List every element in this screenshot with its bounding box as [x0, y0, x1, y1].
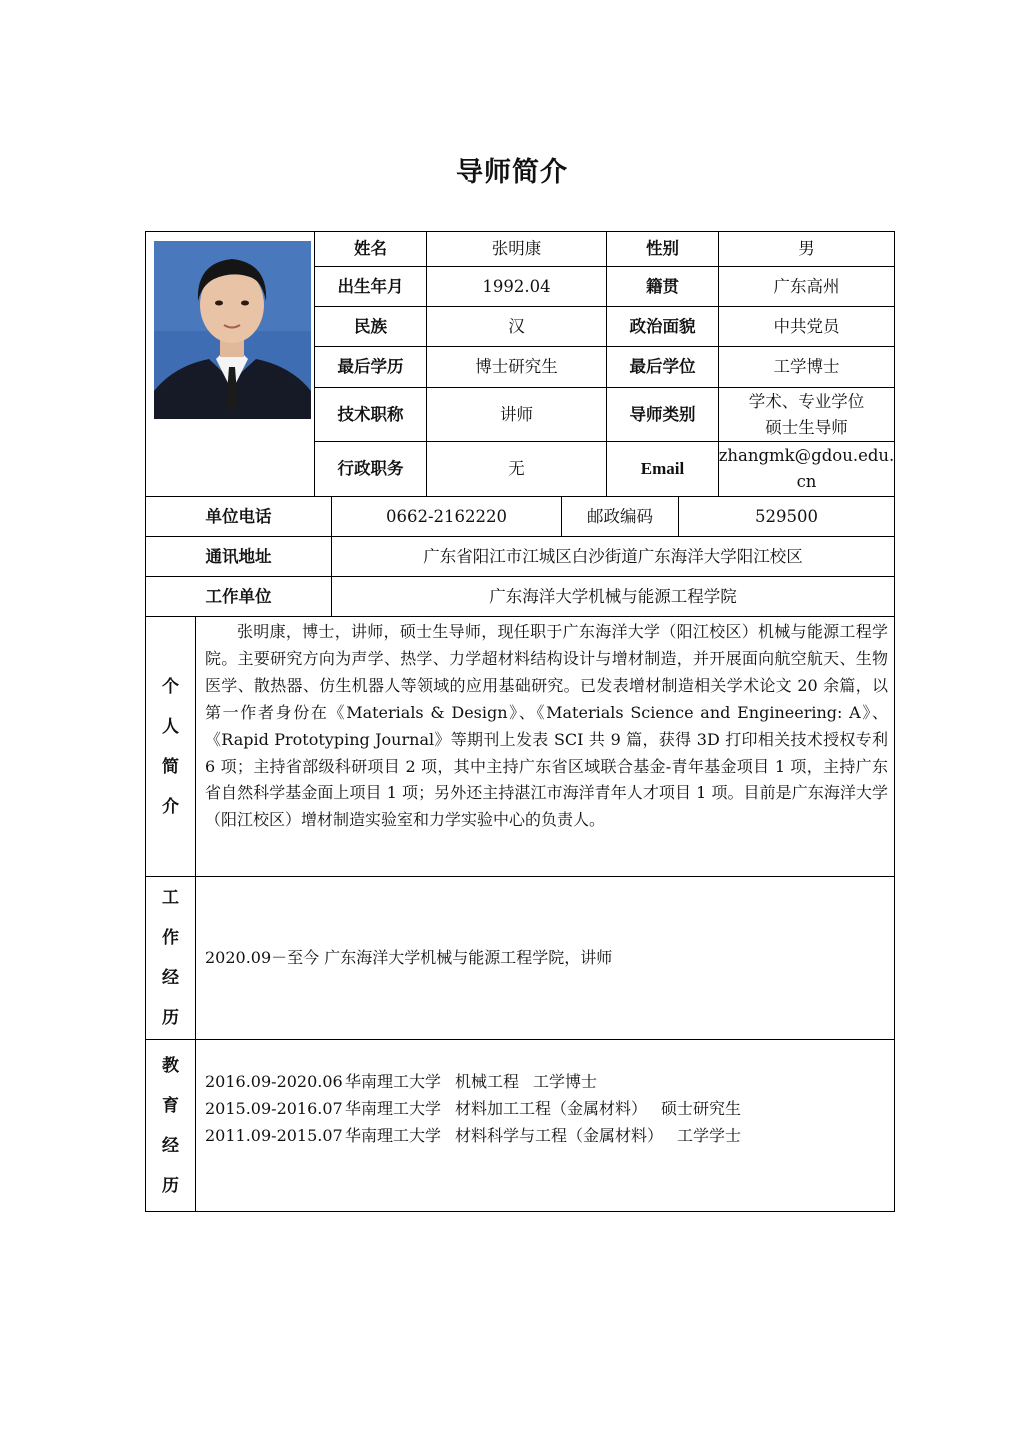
supervisor-line1: 学术、专业学位 [748, 391, 865, 411]
edu-date: 2015.09-2016.07 [205, 1099, 343, 1118]
bio-section-label [146, 617, 195, 876]
address-label: 通讯地址 [205, 546, 272, 566]
bio-text: 张明康，博士，讲师，硕士生导师，现任职于广东海洋大学（阳江校区）机械与能源工程学院。主要研究方向为声学、热学、力学超材料结构设计与增材制造，并开展面向航空航天、生物医学、散热器、仿生机器人等领域的应用基础研究。已发表增材制造相关学术论文 20 余篇，以第一作者身份在《Materials & Design》、《Materials Science and Engineering: A》、《Rapid Prototyping Journal》等期刊上发表 SCI 共 9 篇，获得 3D 打印相关技术授权专利 6 项；主持省部级科研项目 2 项，其中主持广东省区域联合基金-青年基金项目 1 项，主持广东省自然科学基金面上项目 1 项；另外还主持湛江市海洋青年人才项目 1 项。目前是广东海洋大学（阳江校区）增材制造实验室和力学实验中心的负责人。 [205, 622, 888, 830]
birth-value: 1992.04 [482, 276, 551, 296]
edu-label-char: 育 [162, 1095, 179, 1116]
email-line2: cn [796, 472, 817, 491]
gender-label: 性别 [646, 239, 679, 258]
bio-label-char: 介 [162, 796, 179, 817]
edu-degree: 工学博士 [533, 1072, 598, 1091]
row-line [145, 616, 895, 617]
edu-label-char: 历 [162, 1175, 179, 1196]
bio-label-char: 个 [162, 676, 179, 697]
origin-label: 籍贯 [646, 276, 679, 296]
supervisor-value [719, 388, 894, 441]
admin-label: 行政职务 [337, 459, 404, 478]
origin-value: 广东高州 [773, 276, 840, 296]
phone-label: 单位电话 [205, 506, 272, 526]
political-value: 中共党员 [773, 316, 840, 336]
profile-photo [154, 241, 311, 419]
ethnicity-label: 民族 [354, 316, 387, 336]
list-item [205, 1122, 755, 1149]
work-section-label [146, 877, 195, 1039]
edu-major: 机械工程 [455, 1072, 520, 1091]
tech-title-label: 技术职称 [337, 404, 404, 424]
email-label: Email [640, 459, 685, 478]
degree-label: 最后学位 [629, 357, 696, 376]
edu-degree: 工学学士 [677, 1126, 742, 1145]
row-line [145, 876, 895, 877]
col-line [195, 616, 196, 1212]
work-label-char: 经 [162, 968, 179, 988]
name-value: 张明康 [491, 239, 542, 258]
postcode-value: 529500 [755, 506, 818, 526]
table-border-bottom [145, 1211, 895, 1212]
supervisor-label: 导师类别 [629, 404, 696, 424]
edu-date: 2016.09-2020.06 [205, 1072, 343, 1091]
work-label-char: 工 [162, 888, 179, 908]
work-label-char: 作 [162, 928, 179, 948]
email-line1: zhangmk@gdou.edu. [718, 446, 895, 465]
list-item [205, 1068, 755, 1095]
ethnicity-value: 汉 [508, 316, 525, 336]
employer-value: 广东海洋大学机械与能源工程学院 [489, 586, 737, 606]
edu-major: 材料科学与工程（金属材料） [455, 1126, 664, 1145]
edu-school: 华南理工大学 [345, 1126, 442, 1145]
degree-value: 工学博士 [773, 357, 840, 376]
name-label: 姓名 [354, 239, 387, 258]
education-value: 博士研究生 [475, 357, 558, 376]
page-title: 导师简介 [456, 157, 568, 188]
edu-major: 材料加工工程（金属材料） [455, 1099, 648, 1118]
profile-table [145, 231, 895, 1212]
email-value[interactable] [719, 442, 894, 496]
postcode-label: 邮政编码 [587, 506, 653, 526]
work-label-char: 历 [162, 1008, 179, 1028]
political-label: 政治面貌 [629, 316, 696, 336]
gender-value: 男 [798, 239, 815, 258]
education-label: 最后学历 [337, 357, 404, 376]
edu-date: 2011.09-2015.07 [205, 1126, 343, 1145]
list-item [205, 1095, 755, 1122]
table-border-right [894, 231, 895, 1212]
edu-school: 华南理工大学 [345, 1099, 442, 1118]
tech-title-value: 讲师 [500, 404, 533, 424]
edu-section-label [146, 1040, 195, 1211]
row-line [145, 1039, 895, 1040]
edu-label-char: 教 [162, 1055, 179, 1076]
admin-value: 无 [508, 459, 525, 478]
address-value: 广东省阳江市江城区白沙街道广东海洋大学阳江校区 [423, 546, 803, 566]
work-history: 2020.09－至今 广东海洋大学机械与能源工程学院，讲师 [205, 948, 613, 967]
bio-label-char: 人 [162, 716, 179, 737]
edu-label-char: 经 [162, 1135, 179, 1156]
employer-label: 工作单位 [205, 586, 272, 606]
portrait-image [154, 241, 311, 419]
edu-school: 华南理工大学 [345, 1072, 442, 1091]
birth-label: 出生年月 [337, 276, 404, 296]
education-history [205, 1068, 755, 1149]
phone-value: 0662-2162220 [385, 506, 508, 526]
supervisor-line2: 硕士生导师 [765, 417, 848, 437]
bio-label-char: 简 [162, 756, 179, 777]
edu-degree: 硕士研究生 [661, 1099, 742, 1118]
